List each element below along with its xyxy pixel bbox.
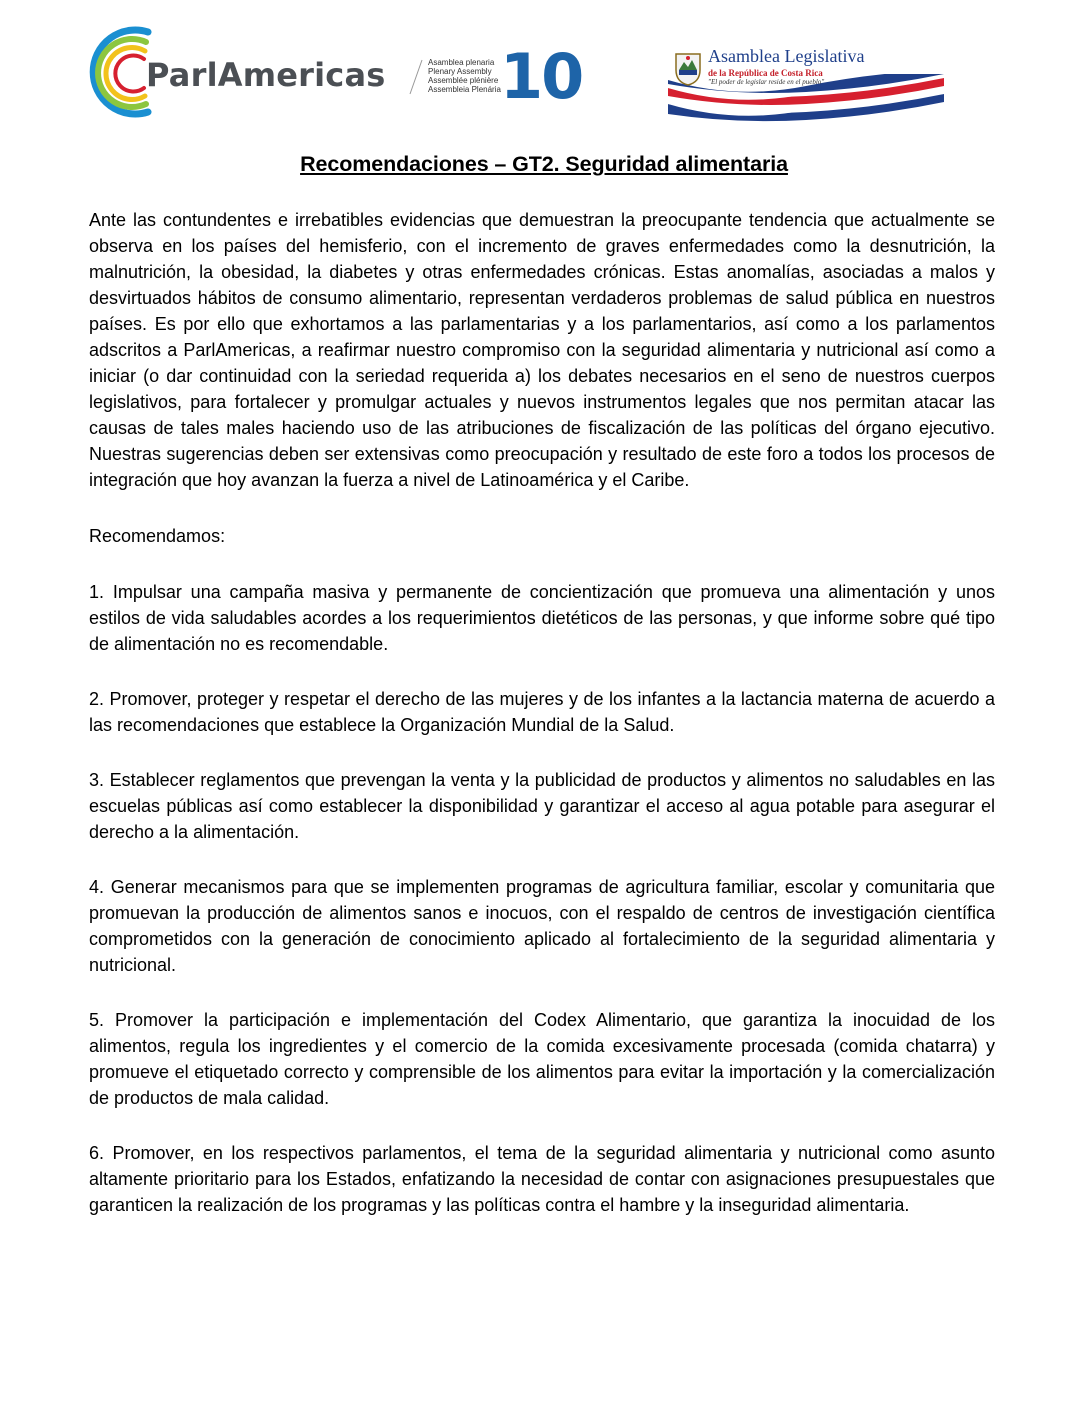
- recommendation-item: 3. Establecer reglamentos que prevengan la venta y la publicidad de productos y alimentos no saludables en las escuelas públicas así como establecer la disponibilidad y garantizar el acceso al agua potable para asegurar el derecho a la alimentación.: [89, 770, 995, 842]
- document-header: [0, 0, 1088, 125]
- page-title: Recomendaciones – GT2. Seguridad alimentaria: [300, 152, 788, 176]
- assembly-label: Assembleia Plenária: [428, 85, 501, 94]
- parlamericas-logo: [88, 26, 418, 118]
- costa-rica-seal-icon: [672, 50, 704, 86]
- assembly-label: Asamblea plenaria: [428, 58, 495, 67]
- costa-rica-assembly-title: Asamblea Legislativa: [708, 46, 865, 66]
- intro-paragraph: Ante las contundentes e irrebatibles evidencias que demuestran la preocupante tendencia que actualmente se observa en los países del hemisferio, con el incremento de graves enfermedades como la desnutrición, la malnutrición, la obesidad, la diabetes y otras enfermedades crónicas. Estas anomalías, asociadas a malos y desvirtuados hábitos de consumo alimentario, representan verdaderos problemas de salud pública en nuestros países. Es por ello que exhortamos a las parlamentarias y a los parlamentarios, así como a los parlamentos adscritos a ParlAmericas, a reafirmar nuestro compromiso con la seguridad alimentaria y nutricional así como a iniciar (o dar continuidad con la seriedad requerida a) los debates necesarios en el seno de nuestros cuerpos legislativos, para fortalecer y promulgar actuales y nuevos instrumentos legales que nos permitan atacar las causas de tales males haciendo uso de las atribuciones de fiscalización de las políticas del órgano ejecutivo. Nuestras sugerencias deben ser extensivas como preocupación y resultado de este foro a todos los procesos de integración que hoy avanzan la fuerza a nivel de Latinoamérica y el Caribe.: [89, 210, 995, 490]
- recommendation-item: 1. Impulsar una campaña masiva y permanente de concientización que promueva una alimentación y unos estilos de vida saludables acordes a los requerimientos dietéticos de las personas, y que informe sobre qué tipo de alimentación no es recomendable.: [89, 582, 995, 654]
- recommendation-item: 4. Generar mecanismos para que se implementen programas de agricultura familiar, escolar y comunitaria que promuevan la producción de alimentos sanos e inocuos, con el respaldo de centros de investigación científica comprometidos con la generación de conocimiento aplicado al fortalecimiento de la seguridad alimentaria y nutricional.: [89, 877, 995, 975]
- assembly-label: Assemblée plénière: [428, 76, 499, 85]
- plenary-assembly-labels: [428, 58, 508, 94]
- recommendation-item: 6. Promover, en los respectivos parlamentos, el tema de la seguridad alimentaria y nutricional como asunto altamente prioritario para los Estados, enfatizando la necesidad de contar con asignaciones presupuestales que garanticen la realización de los programas y las políticas contra el hambre y la inseguridad alimentaria.: [89, 1143, 995, 1215]
- recommendation-item: 2. Promover, proteger y respetar el derecho de las mujeres y de los infantes a la lactancia materna de acuerdo a las recomendaciones que establece la Organización Mundial de la Salud.: [89, 689, 995, 735]
- recommendation-item: 5. Promover la participación e implementación del Codex Alimentario, que garantiza la inocuidad de los alimentos, regula los ingredientes y el comercio de la comida excesivamente procesada (comida chatarra) y promueve el etiquetado correcto y comprensible de los alimentos para evitar la importación y la comercialización de productos de mala calidad.: [89, 1010, 995, 1108]
- costa-rica-assembly-motto: "El poder de legislar reside en el pueblo": [708, 78, 825, 86]
- slash-divider-icon: [408, 58, 424, 96]
- parlamericas-logo-text: ParlAmericas: [146, 56, 386, 94]
- document-body: [89, 207, 995, 1247]
- costa-rica-assembly-subtitle: de la República de Costa Rica: [708, 68, 823, 78]
- recommendations-lead: Recomendamos:: [89, 526, 226, 546]
- assembly-label: Plenary Assembly: [428, 67, 492, 76]
- edition-number: 10: [500, 40, 583, 113]
